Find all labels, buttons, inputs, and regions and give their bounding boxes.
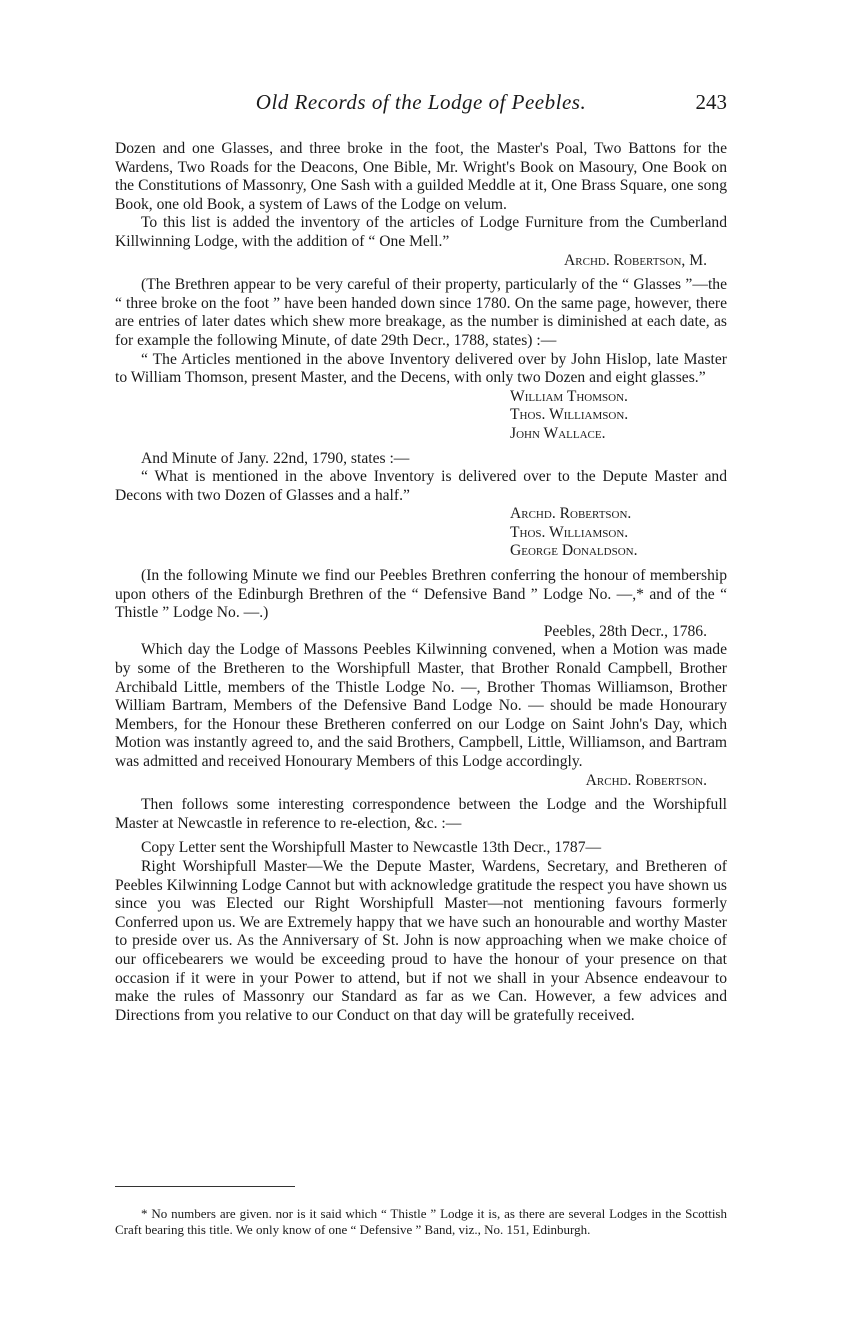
body-text (115, 140, 727, 1025)
footnote: * No numbers are given. nor is it said which “ Thistle ” Lodge it is, as there are several Lodges in the Scottish Craft bearing this title. We only know of one “ Defensive ” Band, viz., No. 151, Edinburgh. (115, 1206, 727, 1237)
paragraph-inventory: Dozen and one Glasses, and three broke in the foot, the Master's Poal, Two Battons for the Wardens, Two Roads for the Deacons, One Bible, Mr. Wright's Book on Masoury, One Book on the Constitutions of Massonry, One Sash with a guilded Meddle at it, One Brass Square, one song Book, one old Book, a system of Laws of the Lodge on velum. (115, 140, 727, 213)
paragraph-brethren-care: (The Brethren appear to be very careful of their property, particularly of the “ Glasses ”—the “ three broke on the foot ” have been handed down since 1780. On the same page, however, there are entries of later dates which shew more breakage, as the number is diminished at each date, as for example the following Minute, of date 29th Decr., 1788, states) :— (115, 276, 727, 349)
paragraph-articles-quote: “ The Articles mentioned in the above Inventory delivered over by John Hislop, late Master to William Thomson, present Master, and the Decens, with only two Dozen and eight glasses.” (115, 350, 727, 387)
signature-line: John Wallace. (510, 424, 606, 442)
signature-robertson: Archd. Robertson. (585, 771, 707, 789)
signature-robertson-master: Archd. Robertson, M. (564, 251, 707, 269)
paragraph-letter-body: Right Worshipfull Master—We the Depute Master, Wardens, Secretary, and Bretheren of Peebles Kilwinning Lodge Cannot but with acknowledge gratitude the respect you have shown us since you was Elected our Right Worshipfull Master—not mentioning favours formerly Conferred upon us. We are Extremely happy that we have such an honourable and worthy Master to preside over us. As the Anniversary of St. John is now approaching when we make choice of our officebearers we would be exceeding proud to have the honour of your presence on that occasion if it were in your Power to attend, but if not we shall in your Absence endeavour to make the rules of Massonry our Standard as far as we Can. However, a few advices and Directions from you relative to our Conduct on that day will be gratefully received. (115, 857, 727, 1024)
signature-line: Archd. Robertson. (510, 505, 632, 523)
signature-block-1790 (115, 505, 727, 561)
page-number: 243 (695, 90, 727, 114)
signature-block-1788 (115, 388, 727, 444)
paragraph-copy-letter: Copy Letter sent the Worshipfull Master to Newcastle 13th Decr., 1787— (141, 839, 602, 857)
signature-line: William Thomson. (510, 387, 628, 405)
paragraph-motion: Which day the Lodge of Massons Peebles Kilwinning convened, when a Motion was made by some of the Bretheren to the Worshipfull Master, that Brother Ronald Campbell, Brother Archibald Little, members of the Thistle Lodge No. —, Brother Thomas Williamson, Brother William Bartram, Members of the Defensive Band Lodge No. — should be made Honourary Members, for the Honour these Bretheren conferred on our Lodge on Saint John's Day, which Motion was instantly agreed to, and the said Brothers, Campbell, Little, Williamson, and Bartram was admitted and received Honourary Members of this Lodge accordingly. (115, 641, 727, 770)
running-title: Old Records of the Lodge of Peebles. (255, 90, 587, 114)
signature-line: Thos. Williamson. (510, 406, 629, 424)
signature-line: Thos. Williamson. (510, 523, 629, 541)
paragraph-correspondence: Then follows some interesting correspondence between the Lodge and the Worshipfull Master at Newcastle in reference to re-election, &c. :— (115, 796, 727, 832)
paragraph-honour-membership: (In the following Minute we find our Peebles Brethren conferring the honour of membership upon others of the Edinburgh Brethren of the “ Defensive Band ” Lodge No. —,* and of the “ Thistle ” Lodge No. —.) (115, 567, 727, 622)
footnote-rule (115, 1186, 295, 1187)
page-header (115, 90, 727, 120)
paragraph-inventory-quote: “ What is mentioned in the above Inventory is delivered over to the Depute Master and Decons with two Dozen of Glasses and a half.” (115, 468, 727, 504)
dateline: Peebles, 28th Decr., 1786. (543, 622, 707, 640)
signature-line: George Donaldson. (510, 542, 638, 560)
paragraph-list-addition: To this list is added the inventory of the articles of Lodge Furniture from the Cumberland Killwinning Lodge, with the addition of “ One Mell.” (115, 214, 727, 250)
paragraph-minute-1790: And Minute of Jany. 22nd, 1790, states :— (141, 449, 410, 467)
